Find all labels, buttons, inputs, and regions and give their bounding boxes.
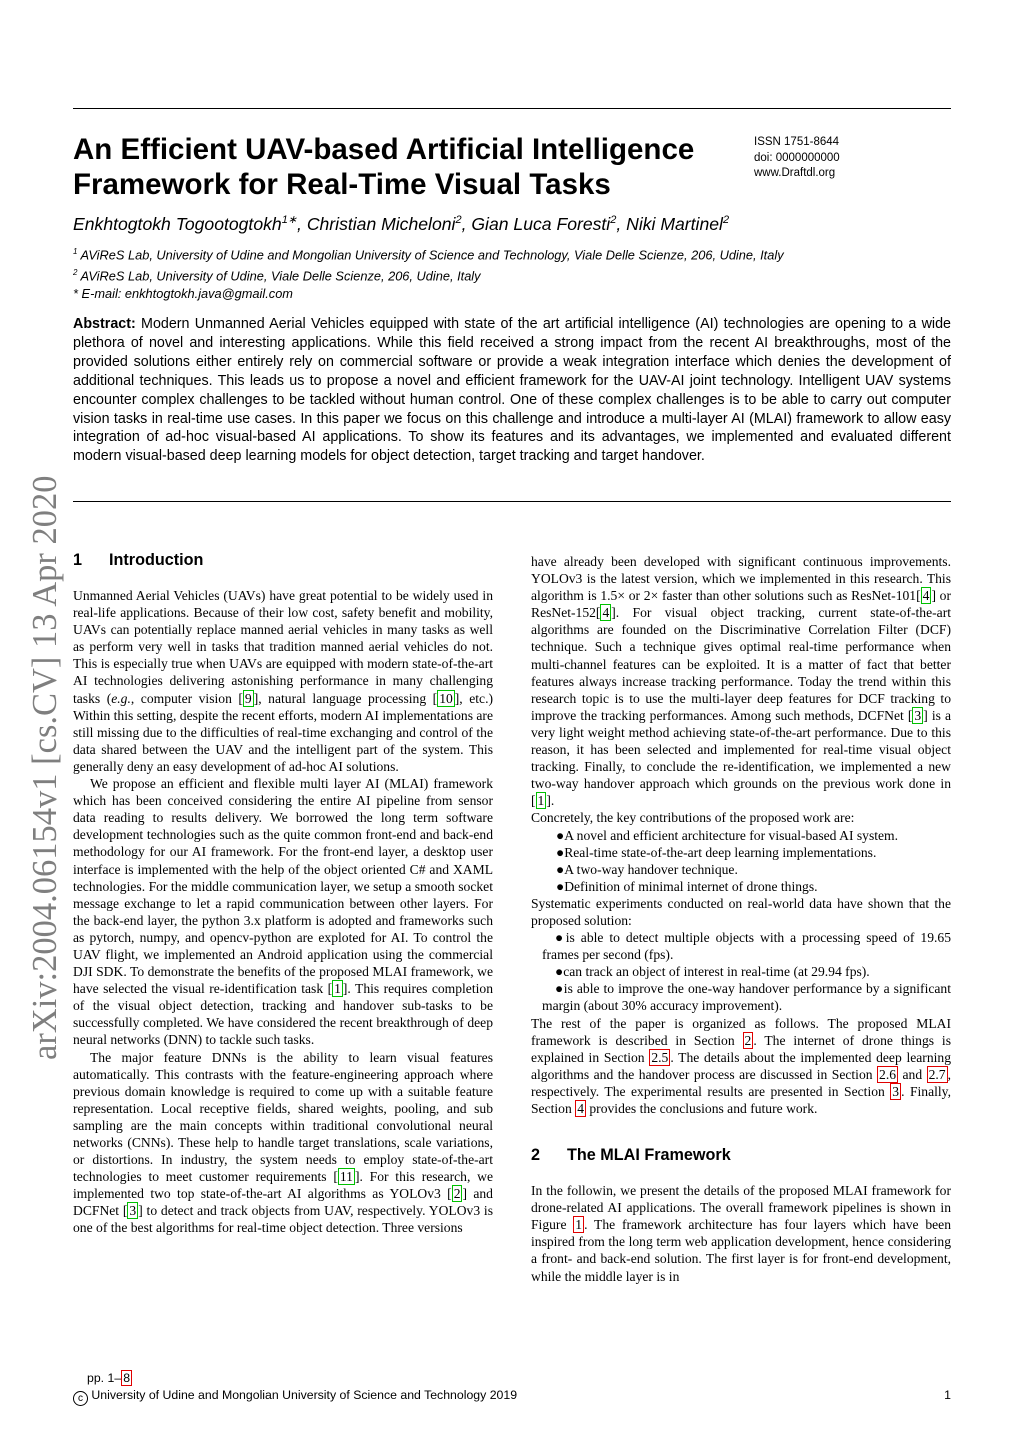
- section-link[interactable]: 2.6: [879, 1066, 897, 1082]
- author-name: Christian Micheloni: [306, 213, 456, 234]
- citation-link[interactable]: 3: [129, 1203, 137, 1219]
- contribution-item: ●Real-time state-of-the-art deep learning implementations.: [556, 844, 877, 860]
- page-footer: [73, 1370, 953, 1406]
- figure-link[interactable]: 1: [575, 1217, 583, 1233]
- paragraph: The rest of the paper is organized as follows. The proposed MLAI framework is described in Section 2 . The internet of drone things is explained in Section 2.5 . The details about the implemented deep learning algorithms and the handover process are discussed in Section 2.6 and 2.7 , respectively. The experimental results are presented in Section 3 . Finally, Section 4 provides the conclusions and future work.: [531, 1015, 952, 1116]
- paper-title: An Efficient UAV-based Artificial Intelligence Framework for Real-Time Visual Tasks: [73, 133, 695, 201]
- citation-link[interactable]: 3: [914, 707, 922, 723]
- paragraph: We propose an efficient and flexible multi layer AI (MLAI) framework which has been conceived considering the entire AI pipeline from sensor data reading to results delivery. We borrowed the long term software development technologies such as the quite common front-end and back-end methodology for our AI framework. For the front-end layer, a desktop user interface is implemented with the help of the object oriented C# and XAML technologies. For the middle communication layer, we setup a smooth socket message exchange to let a rapid communication between other layers. For the back-end layer, the python 3.x platform is adopted and frameworks such as pytorch, numpy, and opencv-python are exploted for AI. To control the UAV flight, we implemented an Android application using the commercial DJI SDK. To demonstrate the benefits of the proposed MLAI framework, we have selected the visual re-identification task [ 1 ]. This requires completion of the visual object detection, tracking and handover sub-tasks to be successfully completed. We have considered the recent breakthrough of deep neural networks (DNN) to tackle such tasks.: [73, 776, 493, 1048]
- citation-link[interactable]: 1: [537, 793, 545, 809]
- contribution-item: ●A two-way handover technique.: [556, 861, 738, 877]
- citation-link[interactable]: 1: [334, 981, 341, 997]
- author-name: Enkhtogtokh Togootogtokh: [73, 213, 282, 234]
- citation-link[interactable]: 9: [244, 690, 252, 706]
- paragraph: Unmanned Aerial Vehicles (UAVs) have great potential to be widely used in real-life applications. Because of their low cost, safety benefit and mobility, UAVs can potentially replace manned aerial vehicles in many tasks as well as perform very well in tasks that tradition manned aerial vehicles do not. This is especially true when UAVs are equipped with modern state-of-the-art AI technologies delivering astonishing performance in many challenging tasks (e.g., computer vision [ 9 ], natural language processing [ 10 ], etc.) Within this setting, despite the recent efforts, modern AI implementations are still missing due to the difficulties of real-time exchanging and control of the data shared between the UAV and the intelligent part of the system. This generally deny an easy development of ad-hoc AI solutions.: [73, 588, 493, 774]
- page-number: 1: [944, 1388, 951, 1402]
- section-heading: 1 Introduction: [73, 551, 204, 569]
- section-link[interactable]: 2.7: [928, 1066, 946, 1082]
- section-link[interactable]: 3: [892, 1083, 900, 1099]
- last-page-link[interactable]: 8: [123, 1371, 131, 1385]
- author-affil-mark: 1∗: [281, 214, 298, 226]
- citation-link[interactable]: 4: [602, 605, 610, 621]
- section-link[interactable]: 2: [744, 1032, 752, 1048]
- abstract-text: Modern Unmanned Aerial Vehicles equipped with state of the art artificial intelligence (AI) technologies are opening to a wide plethora of novel and interesting applications. While this field received a strong impact from the recent AI breakthroughs, most of the provided solutions either entirely rely on commercial software or provide a weak integration interface which denies the development of additional techniques. This leads us to propose a novel and efficient framework for the UAV-AI joint technology. Intelligent UAV systems encounter complex challenges to be tackled without human control. One of these complex challenges is to be able to carry out computer vision tasks in real-time use cases. In this paper we focus on this challenge and introduce a multi-layer AI (MLAI) framework to allow easy integration of ad-hoc visual-based AI applications. To show its features and its advantages, we implemented and evaluated different modern visual-based deep learning models for object detection, target tracking and target handover.: [73, 316, 951, 465]
- contribution-item: ●A novel and efficient architecture for visual-based AI system.: [556, 827, 899, 843]
- author-list: Enkhtogtokh Togootogtokh$^{1∗}$, Christian Micheloni$^2$, Gian Luca Foresti$^2$, Niki Martinel$^2$: [73, 213, 730, 234]
- paragraph: The major feature DNNs is the ability to learn visual features automatically. This contrasts with the feature-engineering approach where previous domain knowledge is required to come up with a suitable feature representation. Local receptive fields, shared weights, pooling, and sub sampling are the main concepts within traditional convolutional neural networks (CNNs). These help to handle target translations, scale variations, or distortions. In industry, the system needs to employ state-of-the-art technologies to meet customer requirements [ 11 ]. For this research, we implemented two top state-of-the-art AI algorithms as YOLOv3 [ 2 ] and DCFNet [ 3 ] to detect and track objects from UAV, respectively. YOLOv3 is one of the best algorithms for real-time object detection. Three versions: [73, 1049, 493, 1236]
- affiliations: [73, 243, 953, 302]
- section-heading: 2 The MLAI Framework: [531, 1146, 731, 1165]
- contribution-item: ●Definition of minimal internet of drone things.: [556, 878, 818, 894]
- contact-email[interactable]: * E-mail: enkhtogtokh.java@gmail.com: [73, 285, 293, 301]
- top-rule: [73, 108, 951, 109]
- experiments-intro: Systematic experiments conducted on real-world data have shown that the proposed solution:: [531, 895, 951, 928]
- result-item: ●is able to improve the one-way handover performance by a significant margin (about 30% accuracy improvement).: [542, 981, 951, 1014]
- citation-link[interactable]: 2: [453, 1186, 461, 1202]
- paragraph: In the followin, we present the details of the proposed MLAI framework for drone-related AI applications. The overall framework pipelines is shown in Figure 1 . The framework architecture has four layers which have been inspired from the long term web application development, hence considering a front- and back-end solution. The first layer is for front-end development, while the middle layer is in: [531, 1183, 951, 1284]
- right-column: [531, 553, 951, 1285]
- arxiv-stamp: arXiv:2004.06154v1 [cs.CV] 13 Apr 2020: [26, 475, 64, 1060]
- doi: doi: 0000000000: [754, 151, 840, 164]
- copyright-icon: c: [73, 1391, 88, 1406]
- paragraph: have already been developed with significant continuous improvements. YOLOv3 is the latest version, which we implemented in this research. This algorithm is 1.5× or 2× faster than other solutions such as ResNet-101[ 4 ] or ResNet-152[ 4 ]. For visual object tracking, current state-of-the-art algorithms are founded on the Discriminative Correlation Filter (DCF) technique. Such a technique gives optimal real-time performance when multi-channel features can be exploited. It is a matter of fact that better features always increase tracking performance. Today the trend within this research topic is to use the multi-layer deep features for DCF tracking to improve the tracking performances. Among such methods, DCFNet [ 3 ] is a very light weight method achieving state-of-the-art performance. Due to this reason, it has been selected and implemented for real-time visual object tracking. Finally, to conclude the re-identification, we implemented a new two-way handover approach which grounds on the previous work done in [ 1 ].: [531, 554, 952, 809]
- journal-url[interactable]: www.Draftdl.org: [754, 167, 836, 179]
- author-affil-mark: 2: [455, 214, 462, 226]
- result-item: ●is able to detect multiple objects with a processing speed of 19.65 frames per second (fps).: [542, 930, 951, 963]
- journal-info: [754, 135, 840, 182]
- author-name: Niki Martinel: [626, 213, 723, 234]
- abstract-label: Abstract:: [73, 316, 136, 332]
- abstract: [73, 315, 951, 466]
- author-name: Gian Luca Foresti: [471, 213, 611, 234]
- section-link[interactable]: 4: [577, 1101, 584, 1116]
- result-item: ●can track an object of interest in real-time (at 29.94 fps).: [555, 964, 870, 980]
- abstract-rule: [73, 501, 951, 502]
- left-column: [73, 549, 493, 1237]
- issn: ISSN 1751-8644: [754, 136, 840, 148]
- citation-link[interactable]: 11: [339, 1169, 353, 1185]
- citation-link[interactable]: 10: [439, 690, 453, 706]
- contributions-intro: Concretely, the key contributions of the proposed work are:: [531, 810, 855, 826]
- copyright: c University of Udine and Mongolian University of Science and Technology 2019: [73, 1387, 953, 1406]
- affiliation-2: $^2$ AViReS Lab, University of Udine, Viale Delle Scienze, 206, Udine, Italy: [73, 267, 481, 284]
- citation-link[interactable]: 4: [922, 588, 930, 604]
- section-link[interactable]: 2.5: [651, 1049, 669, 1065]
- affiliation-1: $^1$ AViReS Lab, University of Udine and Mongolian University of Science and Technology, Viale Delle Scienze, 206, Udine, Italy: [73, 247, 784, 263]
- page-range: pp. 1– 8: [87, 1371, 131, 1385]
- author-affil-mark: 2: [722, 214, 730, 226]
- author-affil-mark: 2: [610, 214, 617, 226]
